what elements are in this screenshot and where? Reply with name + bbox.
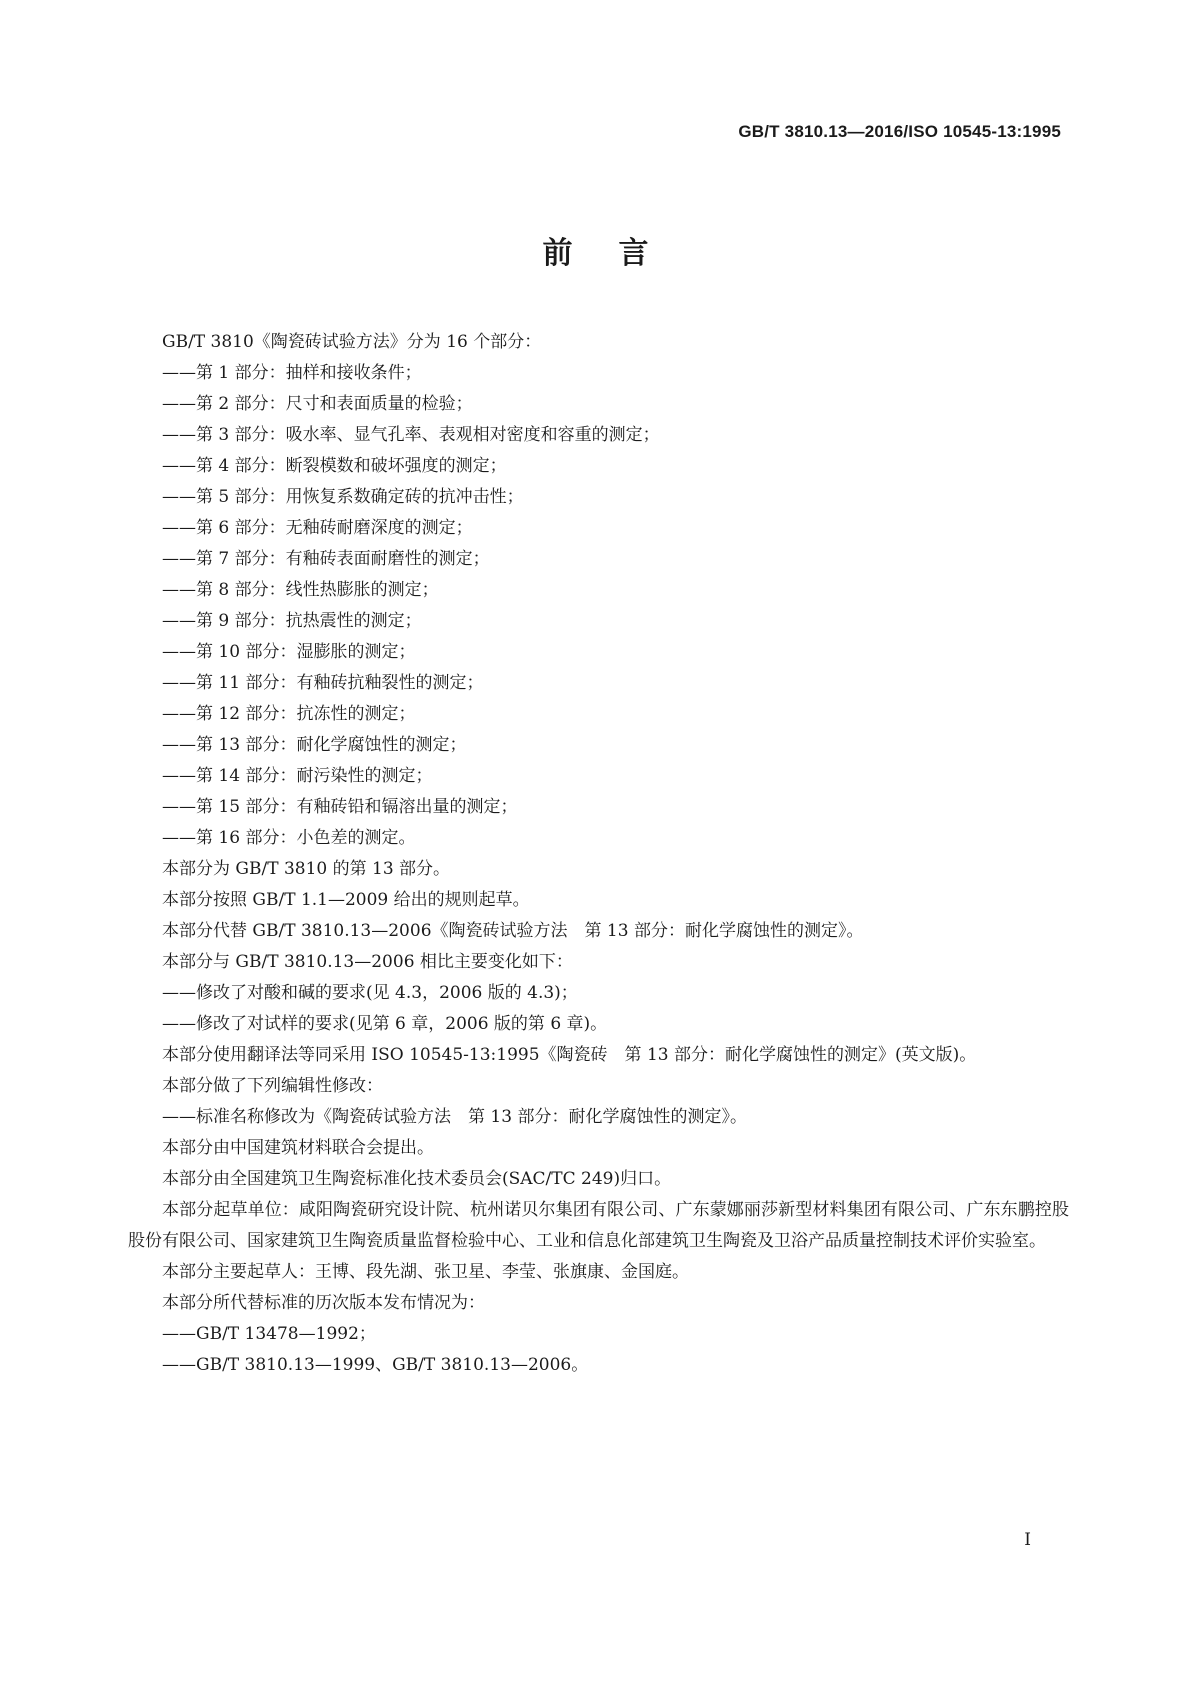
paragraph: 本部分做了下列编辑性修改： bbox=[162, 1076, 383, 1096]
list-item: ——修改了对试样的要求(见第 6 章，2006 版的第 6 章)。 bbox=[162, 1014, 608, 1034]
list-item: ——第 14 部分：耐污染性的测定； bbox=[162, 766, 433, 786]
paragraph: 本部分与 GB/T 3810.13—2006 相比主要变化如下： bbox=[162, 952, 573, 972]
list-item: ——第 3 部分：吸水率、显气孔率、表观相对密度和容重的测定； bbox=[162, 425, 660, 445]
list-item: ——第 1 部分：抽样和接收条件； bbox=[162, 363, 422, 383]
list-item: ——第 9 部分：抗热震性的测定； bbox=[162, 611, 422, 631]
paragraph: 本部分主要起草人：王博、段先湖、张卫星、李莹、张旗康、金国庭。 bbox=[162, 1262, 689, 1282]
list-item: ——第 12 部分：抗冻性的测定； bbox=[162, 704, 416, 724]
paragraph: 本部分起草单位：咸阳陶瓷研究设计院、杭州诺贝尔集团有限公司、广东蒙娜丽莎新型材料集团有限公司、广东东鹏控股股份有限公司、国家建筑卫生陶瓷质量监督检验中心、工业和信息化部建筑卫生陶瓷及卫浴产品质量控制技术评价实验室。 bbox=[128, 1200, 1069, 1251]
list-item: ——第 7 部分：有釉砖表面耐磨性的测定； bbox=[162, 549, 490, 569]
paragraph: 本部分由中国建筑材料联合会提出。 bbox=[162, 1138, 434, 1158]
list-item: ——GB/T 13478—1992； bbox=[162, 1324, 376, 1344]
list-item: ——第 5 部分：用恢复系数确定砖的抗冲击性； bbox=[162, 487, 524, 507]
paragraph: 本部分使用翻译法等同采用 ISO 10545-13:1995《陶瓷砖 第 13 部分：耐化学腐蚀性的测定》(英文版)。 bbox=[162, 1045, 977, 1065]
list-item: ——修改了对酸和碱的要求(见 4.3，2006 版的 4.3)； bbox=[162, 983, 578, 1003]
paragraph: 本部分代替 GB/T 3810.13—2006《陶瓷砖试验方法 第 13 部分：耐化学腐蚀性的测定》。 bbox=[162, 921, 864, 941]
page-title: 前言 bbox=[542, 236, 695, 271]
list-item: ——第 4 部分：断裂模数和破坏强度的测定； bbox=[162, 456, 507, 476]
standard-code: GB/T 3810.13—2016/ISO 10545-13:1995 bbox=[738, 122, 1061, 141]
list-item: ——第 6 部分：无釉砖耐磨深度的测定； bbox=[162, 518, 473, 538]
list-item: ——第 8 部分：线性热膨胀的测定； bbox=[162, 580, 439, 600]
list-item: ——第 11 部分：有釉砖抗釉裂性的测定； bbox=[162, 673, 484, 693]
paragraph: 本部分由全国建筑卫生陶瓷标准化技术委员会(SAC/TC 249)归口。 bbox=[162, 1169, 672, 1189]
paragraph: 本部分所代替标准的历次版本发布情况为： bbox=[162, 1293, 485, 1313]
list-item: ——第 13 部分：耐化学腐蚀性的测定； bbox=[162, 735, 467, 755]
paragraph: GB/T 3810《陶瓷砖试验方法》分为 16 个部分： bbox=[162, 332, 542, 352]
paragraph: 本部分为 GB/T 3810 的第 13 部分。 bbox=[162, 859, 451, 879]
list-item: ——GB/T 3810.13—1999、GB/T 3810.13—2006。 bbox=[162, 1355, 589, 1375]
list-item: ——第 10 部分：湿膨胀的测定； bbox=[162, 642, 416, 662]
foreword-body bbox=[128, 327, 1069, 1381]
list-item: ——标准名称修改为《陶瓷砖试验方法 第 13 部分：耐化学腐蚀性的测定》。 bbox=[162, 1107, 747, 1127]
page-number: I bbox=[1024, 1530, 1031, 1550]
paragraph: 本部分按照 GB/T 1.1—2009 给出的规则起草。 bbox=[162, 890, 530, 910]
list-item: ——第 2 部分：尺寸和表面质量的检验； bbox=[162, 394, 473, 414]
list-item: ——第 16 部分：小色差的测定。 bbox=[162, 828, 416, 848]
list-item: ——第 15 部分：有釉砖铅和镉溶出量的测定； bbox=[162, 797, 518, 817]
